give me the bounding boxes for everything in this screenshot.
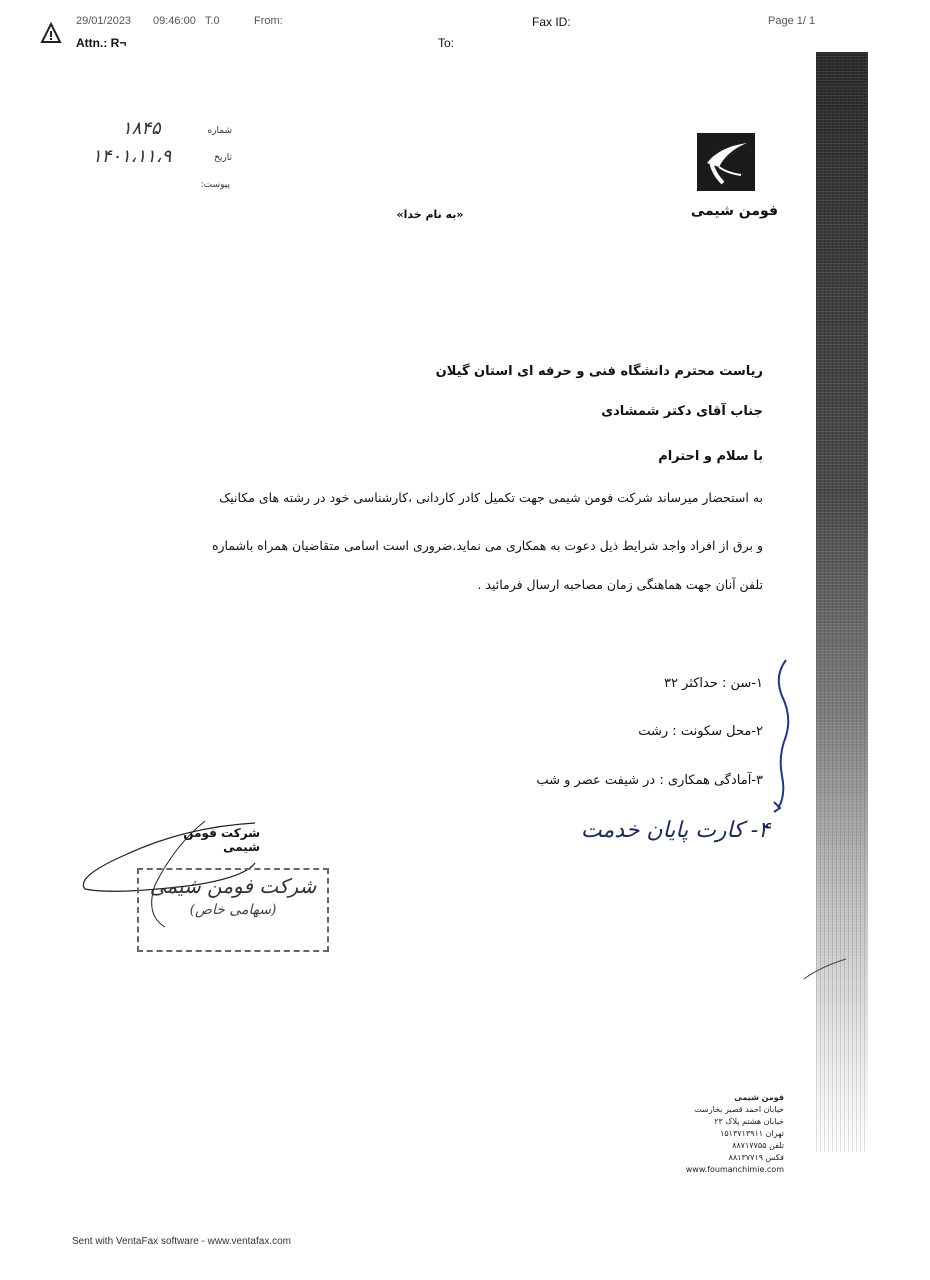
letter-paragraph-line3: تلفن آنان جهت هماهنگی زمان مصاحبه ارسال فرمائید . bbox=[477, 577, 763, 592]
company-logo-mark-icon bbox=[697, 133, 755, 191]
condition-item: ۳-آمادگی همکاری : در شیفت عصر و شب bbox=[536, 773, 763, 788]
fax-date: 29/01/2023 bbox=[76, 15, 132, 27]
footer-address-line: فکس ۸۸۱۳۷۷۱۹ bbox=[728, 1153, 784, 1162]
fax-to-label: To: bbox=[438, 36, 455, 50]
letter-recipient: ریاست محترم دانشگاه فنی و حرفه ای استان گیلان bbox=[435, 364, 763, 379]
company-stamp bbox=[137, 868, 329, 952]
letter-paragraph-line1: به استحضار میرساند شرکت فومن شیمی جهت تکمیل کادر کاردانی ،کارشناسی خود در رشته های مکانیک bbox=[219, 490, 763, 505]
letter-attachment-label: پیوست: bbox=[200, 180, 230, 190]
footer-address bbox=[660, 1092, 784, 1176]
stamp-line2: (سهامی خاص) bbox=[189, 902, 277, 918]
letter-date-label: تاریخ bbox=[214, 153, 232, 163]
letter-paragraph-line2: و برق از افراد واجد شرایط ذیل دعوت به همکاری می نماید.ضروری است اسامی متقاضیان همراه باشماره bbox=[211, 538, 763, 553]
footer-address-line: تلفن ۸۸۷۱۷۷۵۵ bbox=[732, 1141, 784, 1150]
footer-website-link[interactable]: www.foumanchimie.com bbox=[685, 1165, 784, 1174]
stamp-line1: شرکت فومن شیمی bbox=[149, 874, 317, 898]
handwritten-bracket bbox=[756, 656, 806, 816]
fax-attn-label: Attn.: R¬ bbox=[76, 36, 127, 50]
triangle-warning-icon bbox=[40, 22, 62, 44]
fax-page: Page 1/ 1 bbox=[768, 15, 816, 27]
fax-from-label: From: bbox=[254, 15, 283, 27]
letter-invocation: «به نام خدا» bbox=[396, 208, 464, 221]
footer-address-line: خیابان احمد قصیر بخارست bbox=[694, 1105, 784, 1114]
fax-time: 09:46:00 bbox=[153, 15, 196, 27]
margin-mark bbox=[800, 955, 850, 985]
company-logo bbox=[697, 133, 755, 191]
handwritten-condition: ۴- کارت پایان خدمت bbox=[580, 818, 770, 843]
footer-address-line: تهران ۱۵۱۳۷۱۳۹۱۱ bbox=[720, 1129, 784, 1138]
fax-id-label: Fax ID: bbox=[532, 15, 571, 29]
condition-item: ۲-محل سکونت : رشت bbox=[638, 724, 763, 739]
letter-greeting: با سلام و احترام bbox=[658, 449, 763, 464]
signature-company-label: شرکت فومن شیمی bbox=[183, 826, 260, 854]
company-logo-text: فومن شیمی bbox=[690, 203, 778, 219]
fax-time-suffix: T.0 bbox=[205, 15, 220, 27]
condition-item: ۱-سن : حداکثر ۳۲ bbox=[664, 676, 763, 691]
fax-footer: Sent with VentaFax software - www.ventafax.com bbox=[72, 1236, 291, 1247]
footer-address-line: خیابان هشتم پلاک ۲۳ bbox=[714, 1117, 784, 1126]
letter-number-value: ۱۸۴۵ bbox=[122, 118, 161, 139]
footer-address-line: فومن شیمی bbox=[734, 1093, 784, 1102]
letter-number-label: شماره bbox=[207, 126, 232, 136]
letter-date-value: ۱۴۰۱،۱۱،۹ bbox=[92, 146, 172, 167]
fax-scan-noise bbox=[816, 52, 868, 1152]
letter-honorific: جناب آقای دکتر شمشادی bbox=[601, 404, 763, 419]
